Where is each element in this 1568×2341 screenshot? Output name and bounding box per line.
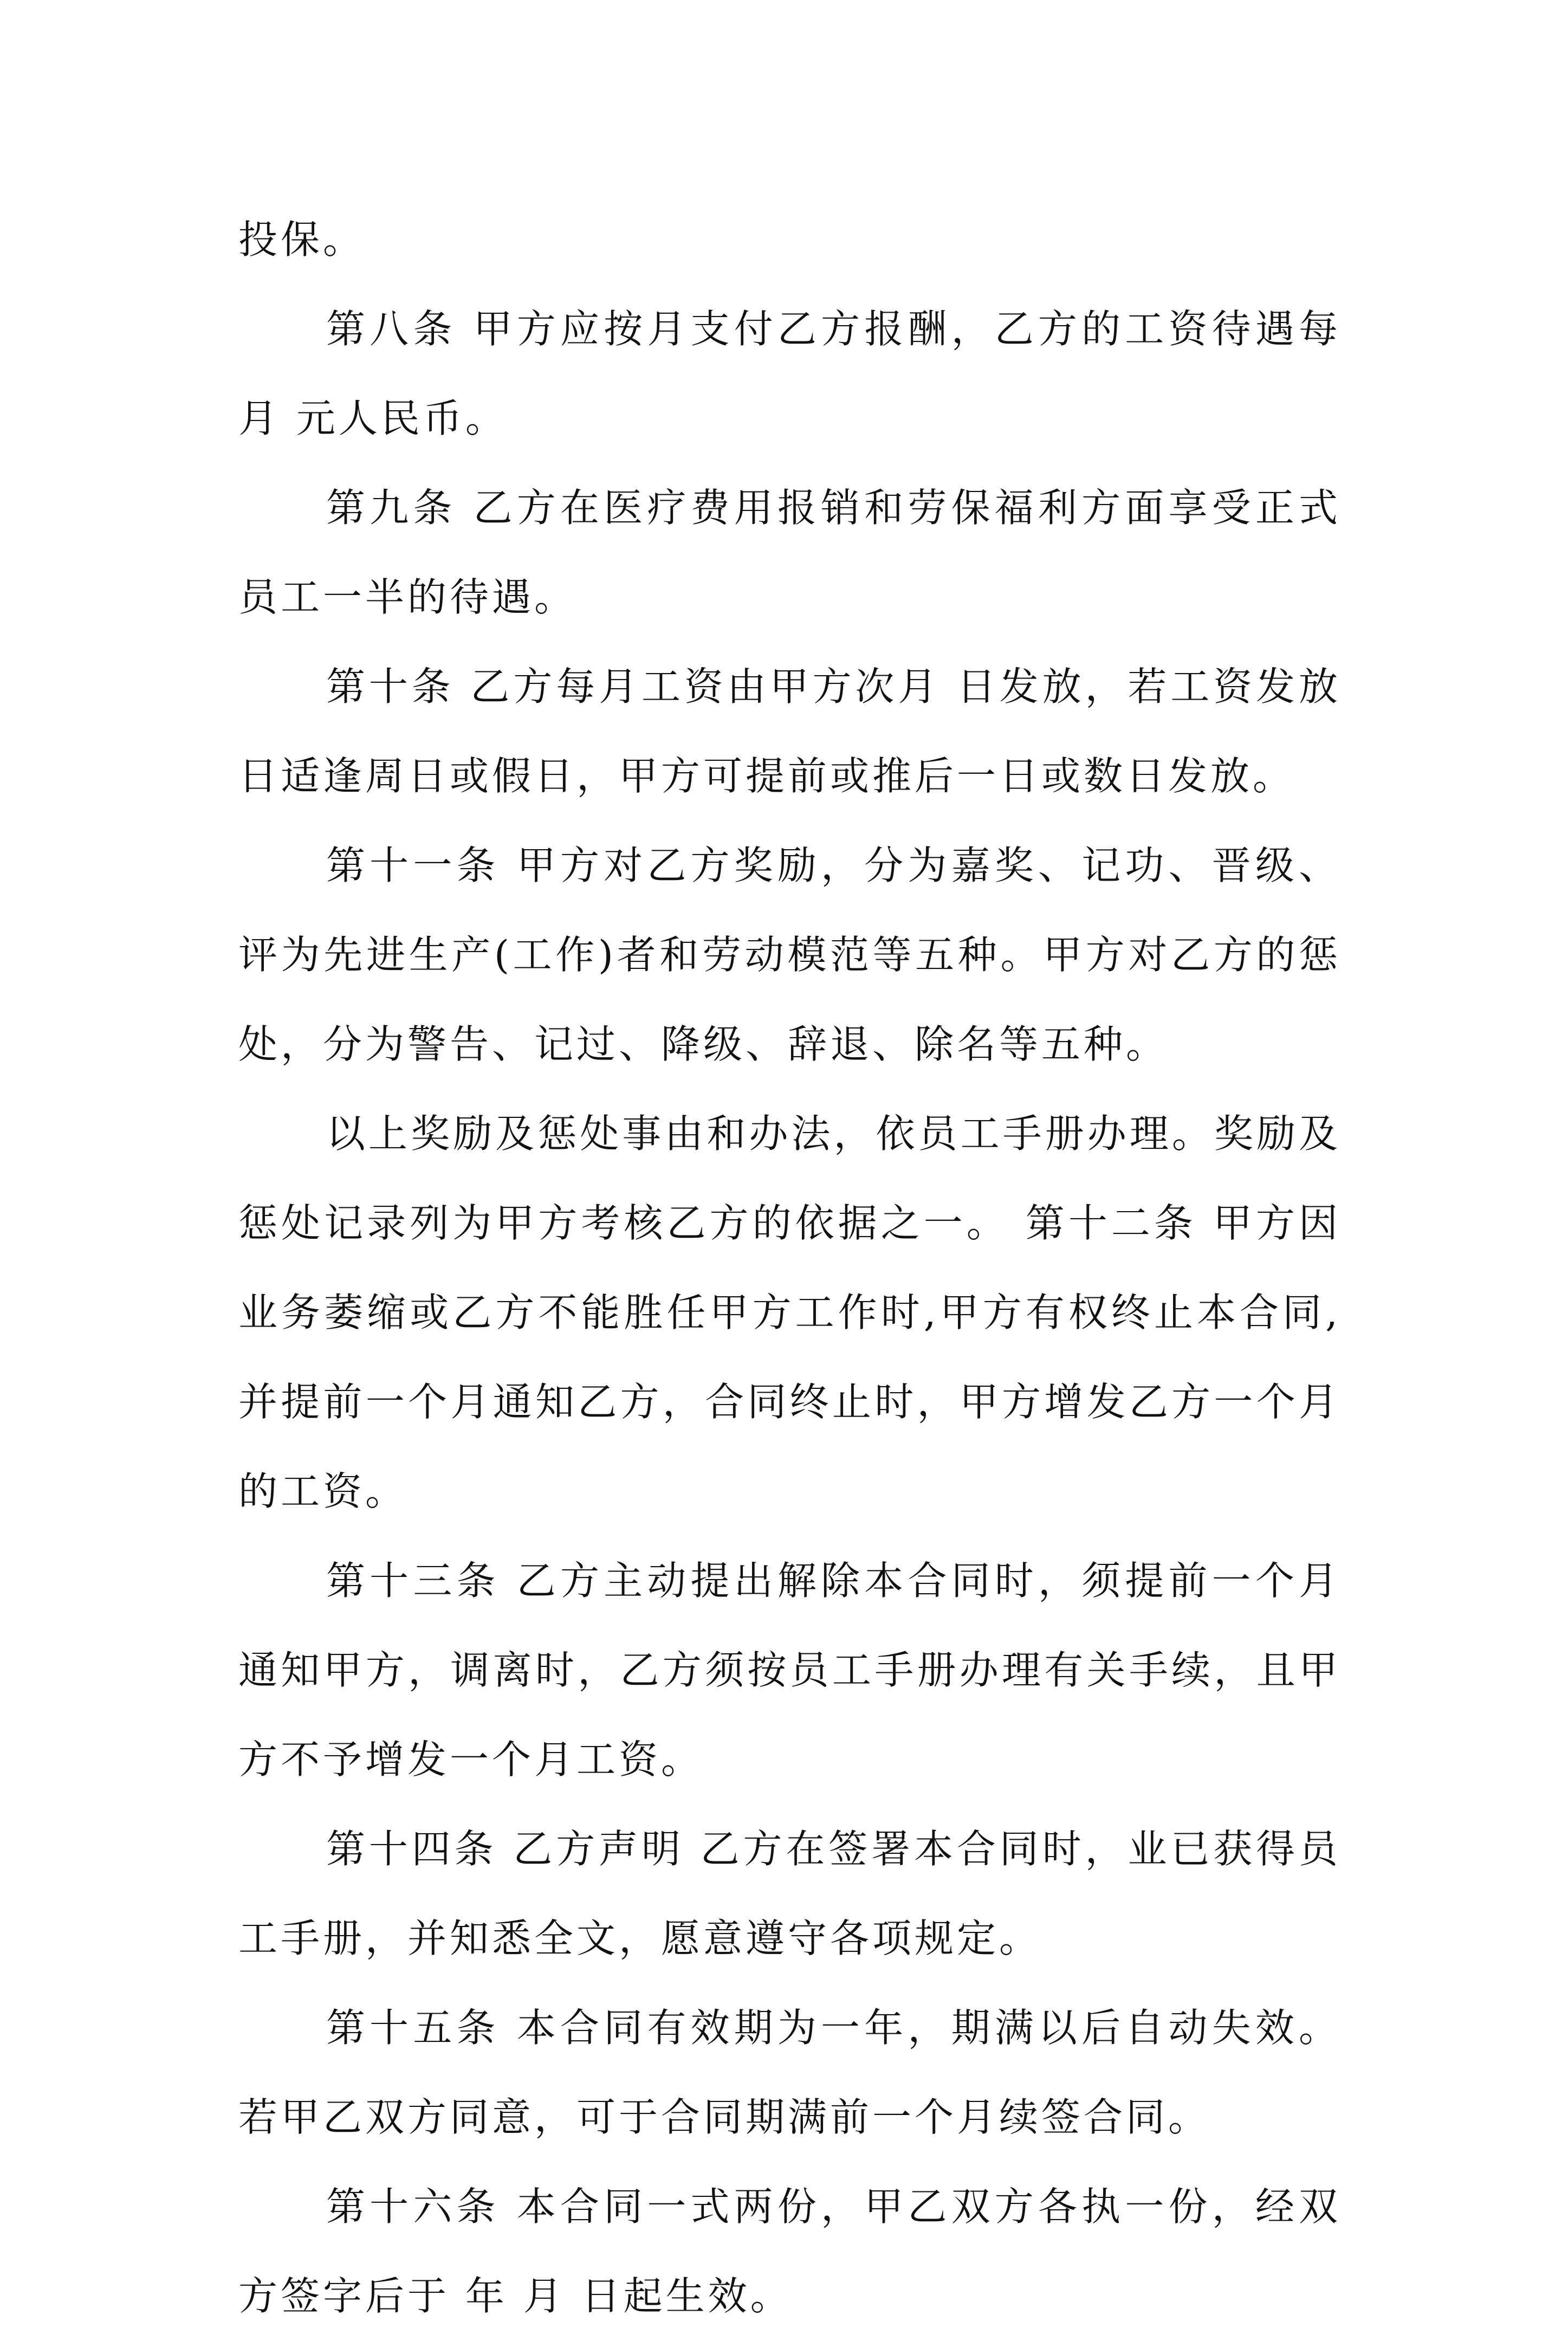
paragraph-article-9: 第九条 乙方在医疗费用报销和劳保福利方面享受正式员工一半的待遇。: [238, 485, 1341, 620]
paragraph-article-11: 第十一条 甲方对乙方奖励，分为嘉奖、记功、晋级、评为先进生产(工作)者和劳动模范等五种。甲方对乙方的惩处，分为警告、记过、降级、辞退、除名等五种。: [238, 843, 1341, 1067]
paragraph-article-15: 第十五条 本合同有效期为一年，期满以后自动失效。若甲乙双方同意，可于合同期满前一个月续签合同。: [238, 2005, 1341, 2140]
paragraph-article-8: 第八条 甲方应按月支付乙方报酬，乙方的工资待遇每月 元人民币。: [238, 306, 1341, 441]
paragraph-rewards-and-article-12: 以上奖励及惩处事由和办法，依员工手册办理。奖励及惩处记录列为甲方考核乙方的依据之一。 第十二条 甲方因业务萎缩或乙方不能胜任甲方工作时,甲方有权终止本合同,并提前一个月通知乙方，合同终止时，甲方增发乙方一个月的工资。: [238, 1111, 1341, 1514]
paragraph-continuation: 投保。: [238, 217, 366, 262]
paragraph-article-14: 第十四条 乙方声明 乙方在签署本合同时，业已获得员工手册，并知悉全文，愿意遵守各项规定。: [238, 1826, 1341, 1961]
paragraph-article-16: 第十六条 本合同一式两份，甲乙双方各执一份，经双方签字后于 年 月 日起生效。: [238, 2184, 1341, 2319]
document-body: [238, 195, 1341, 2341]
paragraph-article-10: 第十条 乙方每月工资由甲方次月 日发放，若工资发放日适逢周日或假日，甲方可提前或推后一日或数日发放。: [238, 664, 1341, 799]
paragraph-article-13: 第十三条 乙方主动提出解除本合同时，须提前一个月通知甲方，调离时，乙方须按员工手册办理有关手续，且甲方不予增发一个月工资。: [238, 1558, 1341, 1782]
